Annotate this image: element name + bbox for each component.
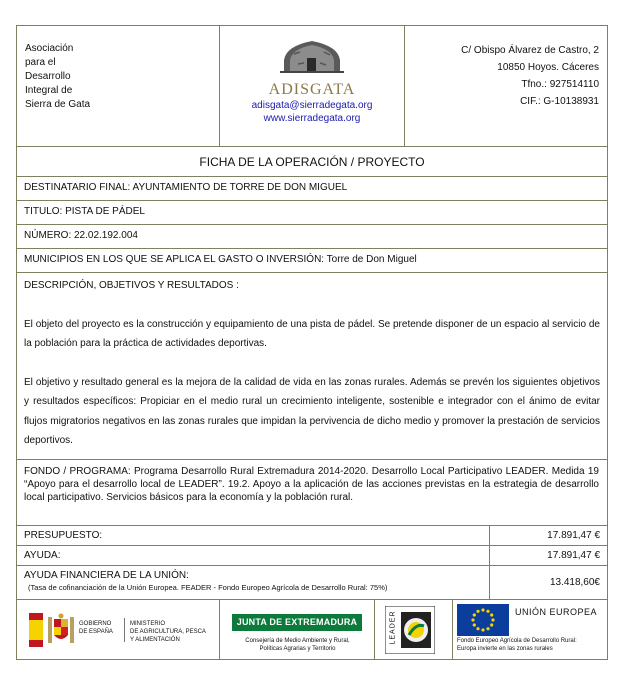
destinatario-field: DESTINATARIO FINAL: AYUNTAMIENTO DE TORRE DE DON MIGUEL (17, 177, 607, 201)
ayuda-union-label: AYUDA FINANCIERA DE LA UNIÓN: (24, 570, 189, 581)
junta-subtitle (220, 637, 375, 653)
association-line: Asociación (25, 43, 74, 54)
leader-text: LEADER (389, 610, 397, 645)
ue-subtitle (457, 637, 577, 653)
address-block (405, 26, 607, 146)
gobierno-line: GOBIERNO (79, 621, 112, 627)
website-link[interactable]: www.sierradegata.org (263, 113, 361, 124)
spain-coat-of-arms-icon (29, 613, 77, 647)
address-line: 10850 Hoyos. Cáceres (497, 62, 599, 73)
ayuda-union-row (17, 566, 607, 600)
union-europea-logo (453, 600, 607, 659)
cif-line: CIF.: G-10138931 (520, 96, 599, 107)
ministerio-text (130, 620, 206, 644)
titulo-field: TITULO: PISTA DE PÁDEL (17, 201, 607, 225)
eu-flag-icon (457, 604, 509, 636)
association-line: para el (25, 57, 56, 68)
ayuda-label: AYUDA: (17, 546, 490, 565)
descripcion-paragraph-2: El objetivo y resultado general es la mejora de la calidad de vida en las zonas rurales. Además se prevén los siguientes objetivos y resultados específicos: Propiciar en el medio rural un crecimiento inteligente, sostenible e integrador con el ánimo de evitar flujos migratorios negativos en las zonas rurales que impidan la pervivencia de dicho medio y promover la prestación de servicios deportivos. (24, 376, 600, 446)
ayuda-row (17, 546, 607, 566)
ayuda-union-label-block (17, 566, 490, 599)
ue-subtitle-line: Europa invierte en las zonas rurales (457, 646, 553, 652)
junta-logo (220, 600, 375, 659)
association-line: Desarrollo (25, 71, 71, 82)
leader-logo (375, 600, 453, 659)
presupuesto-label: PRESUPUESTO: (17, 526, 490, 545)
ayuda-union-value: 13.418,60€ (549, 577, 600, 588)
presupuesto-value: 17.891,47 € (547, 530, 600, 541)
ministerio-line: DE AGRICULTURA, PESCA (130, 629, 206, 635)
association-line: Sierra de Gata (25, 99, 91, 110)
brand-name: ADISGATA (268, 81, 356, 98)
municipios-field: MUNICIPIOS EN LOS QUE SE APLICA EL GASTO O INVERSIÓN: Torre de Don Miguel (17, 249, 607, 273)
junta-subtitle-line: Políticas Agrarias y Territorio (259, 646, 336, 652)
numero-field: NÚMERO: 22.02.192.004 (17, 225, 607, 249)
logo-divider (124, 618, 125, 642)
funding-logos (17, 600, 607, 659)
page-title: FICHA DE LA OPERACIÓN / PROYECTO (17, 147, 607, 177)
ficha-sheet (16, 25, 608, 660)
ue-subtitle-line: Fondo Europeo Agrícola de Desarrollo Rural: (457, 638, 577, 644)
ue-title: UNIÓN EUROPEA (515, 607, 598, 617)
descripcion-heading: DESCRIPCIÓN, OBJETIVOS Y RESULTADOS : (24, 280, 239, 291)
association-name (17, 26, 220, 146)
association-line: Integral de (25, 85, 73, 96)
ministerio-line: MINISTERIO (130, 621, 166, 627)
junta-subtitle-line: Consejería de Medio Ambiente y Rural, (245, 638, 350, 644)
adisgata-hut-icon (276, 38, 348, 74)
presupuesto-row (17, 526, 607, 546)
header (17, 26, 607, 147)
gobierno-line: DE ESPAÑA (79, 629, 113, 635)
phone-line: Tfno.: 927514110 (521, 79, 599, 90)
address-line: C/ Obispo Álvarez de Castro, 2 (461, 45, 599, 56)
email-link[interactable]: adisgata@sierradegata.org (251, 100, 373, 111)
descripcion-section (17, 273, 607, 460)
gobierno-logo (17, 600, 220, 659)
cofinanciacion-note: (Tasa de cofinanciación de la Unión Europea. FEADER - Fondo Europeo Agrícola de Desarrollo Rural: 75%) (28, 583, 388, 592)
junta-title: JUNTA DE EXTREMADURA (232, 614, 362, 631)
descripcion-paragraph-1: El objeto del proyecto es la construcción y equipamiento de una pista de pádel. Se pretende disponer de un espacio al servicio de la población para la práctica de actividades deportivas. (24, 318, 600, 349)
ministerio-line: Y ALIMENTACIÓN (130, 637, 180, 643)
adisgata-logo-block (220, 26, 405, 146)
fondo-programa: FONDO / PROGRAMA: Programa Desarrollo Rural Extremadura 2014-2020. Desarrollo Local Participativo LEADER. Medida 19 “Apoyo para el desarrollo local de LEADER”. 19.2. Apoyo a la aplicación de las acciones previstas en la estrategia de desarrollo local participativo. Servicios básicos para la economía y la población rural. (17, 460, 607, 526)
gobierno-text (79, 620, 113, 636)
ayuda-value: 17.891,47 € (547, 550, 600, 561)
